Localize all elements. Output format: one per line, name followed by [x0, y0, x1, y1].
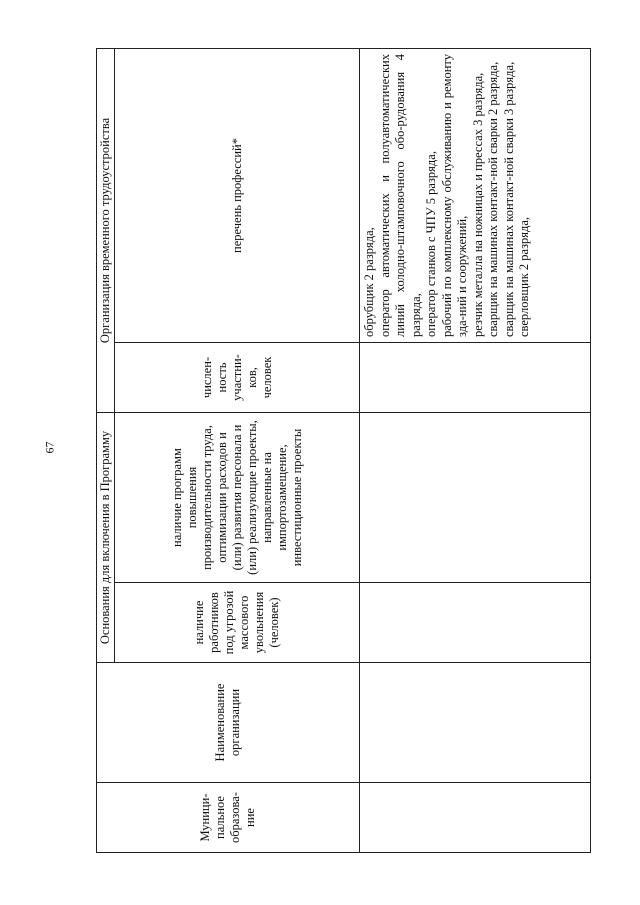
col-count: числен-ность участни-ков, человек — [115, 343, 360, 413]
list-item: сверловщик 2 разряда, — [517, 216, 531, 337]
list-item: сварщик на машинах контакт-ной сварки 3 разряда, — [501, 61, 516, 337]
rotated-table-container — [96, 49, 591, 853]
cell-professions — [360, 49, 591, 343]
group-header-row — [97, 49, 115, 853]
cell-municipality — [360, 783, 591, 853]
list-item: сварщик на машинах контакт-ной сварки 2 разряда, — [486, 61, 500, 337]
col-municipality: Муници-пальное образова-ние — [97, 783, 360, 853]
list-item: оператор станков с ЧПУ 5 разряда, — [424, 151, 438, 337]
cell-organization — [360, 663, 591, 783]
table-row — [360, 49, 591, 853]
list-item: рабочий по комплексному обслуживанию и ремонту зда-ний и сооружений, — [439, 54, 469, 337]
col-programs: наличие программ повышения производительности труда, оптимизации расходов и (или) развития персонала и (или) реализующие проекты, направленные на импортозамещение, инвестиционные проекты — [115, 413, 360, 583]
col-organization: Наименование организации — [97, 663, 360, 783]
list-item: оператор автоматических и полуавтоматических линий холодно-штамповочного обо-рудования 4 разряда, — [377, 54, 423, 337]
group-header-basis: Основания для включения в Программу — [97, 413, 115, 663]
cell-count — [360, 343, 591, 413]
list-item: резчик металла на ножницах и прессах 3 разряда, — [470, 72, 485, 337]
col-professions: перечень профессий* — [115, 49, 360, 343]
group-header-temporary: Организация временного трудоустройства — [97, 49, 115, 413]
list-item: обрубщик 2 разряда, — [362, 227, 376, 337]
program-table — [96, 48, 591, 853]
col-workers: наличие работников под угрозой массового увольнения (человек) — [115, 583, 360, 663]
page-number: 67 — [42, 441, 57, 454]
cell-workers — [360, 583, 591, 663]
cell-programs — [360, 413, 591, 583]
